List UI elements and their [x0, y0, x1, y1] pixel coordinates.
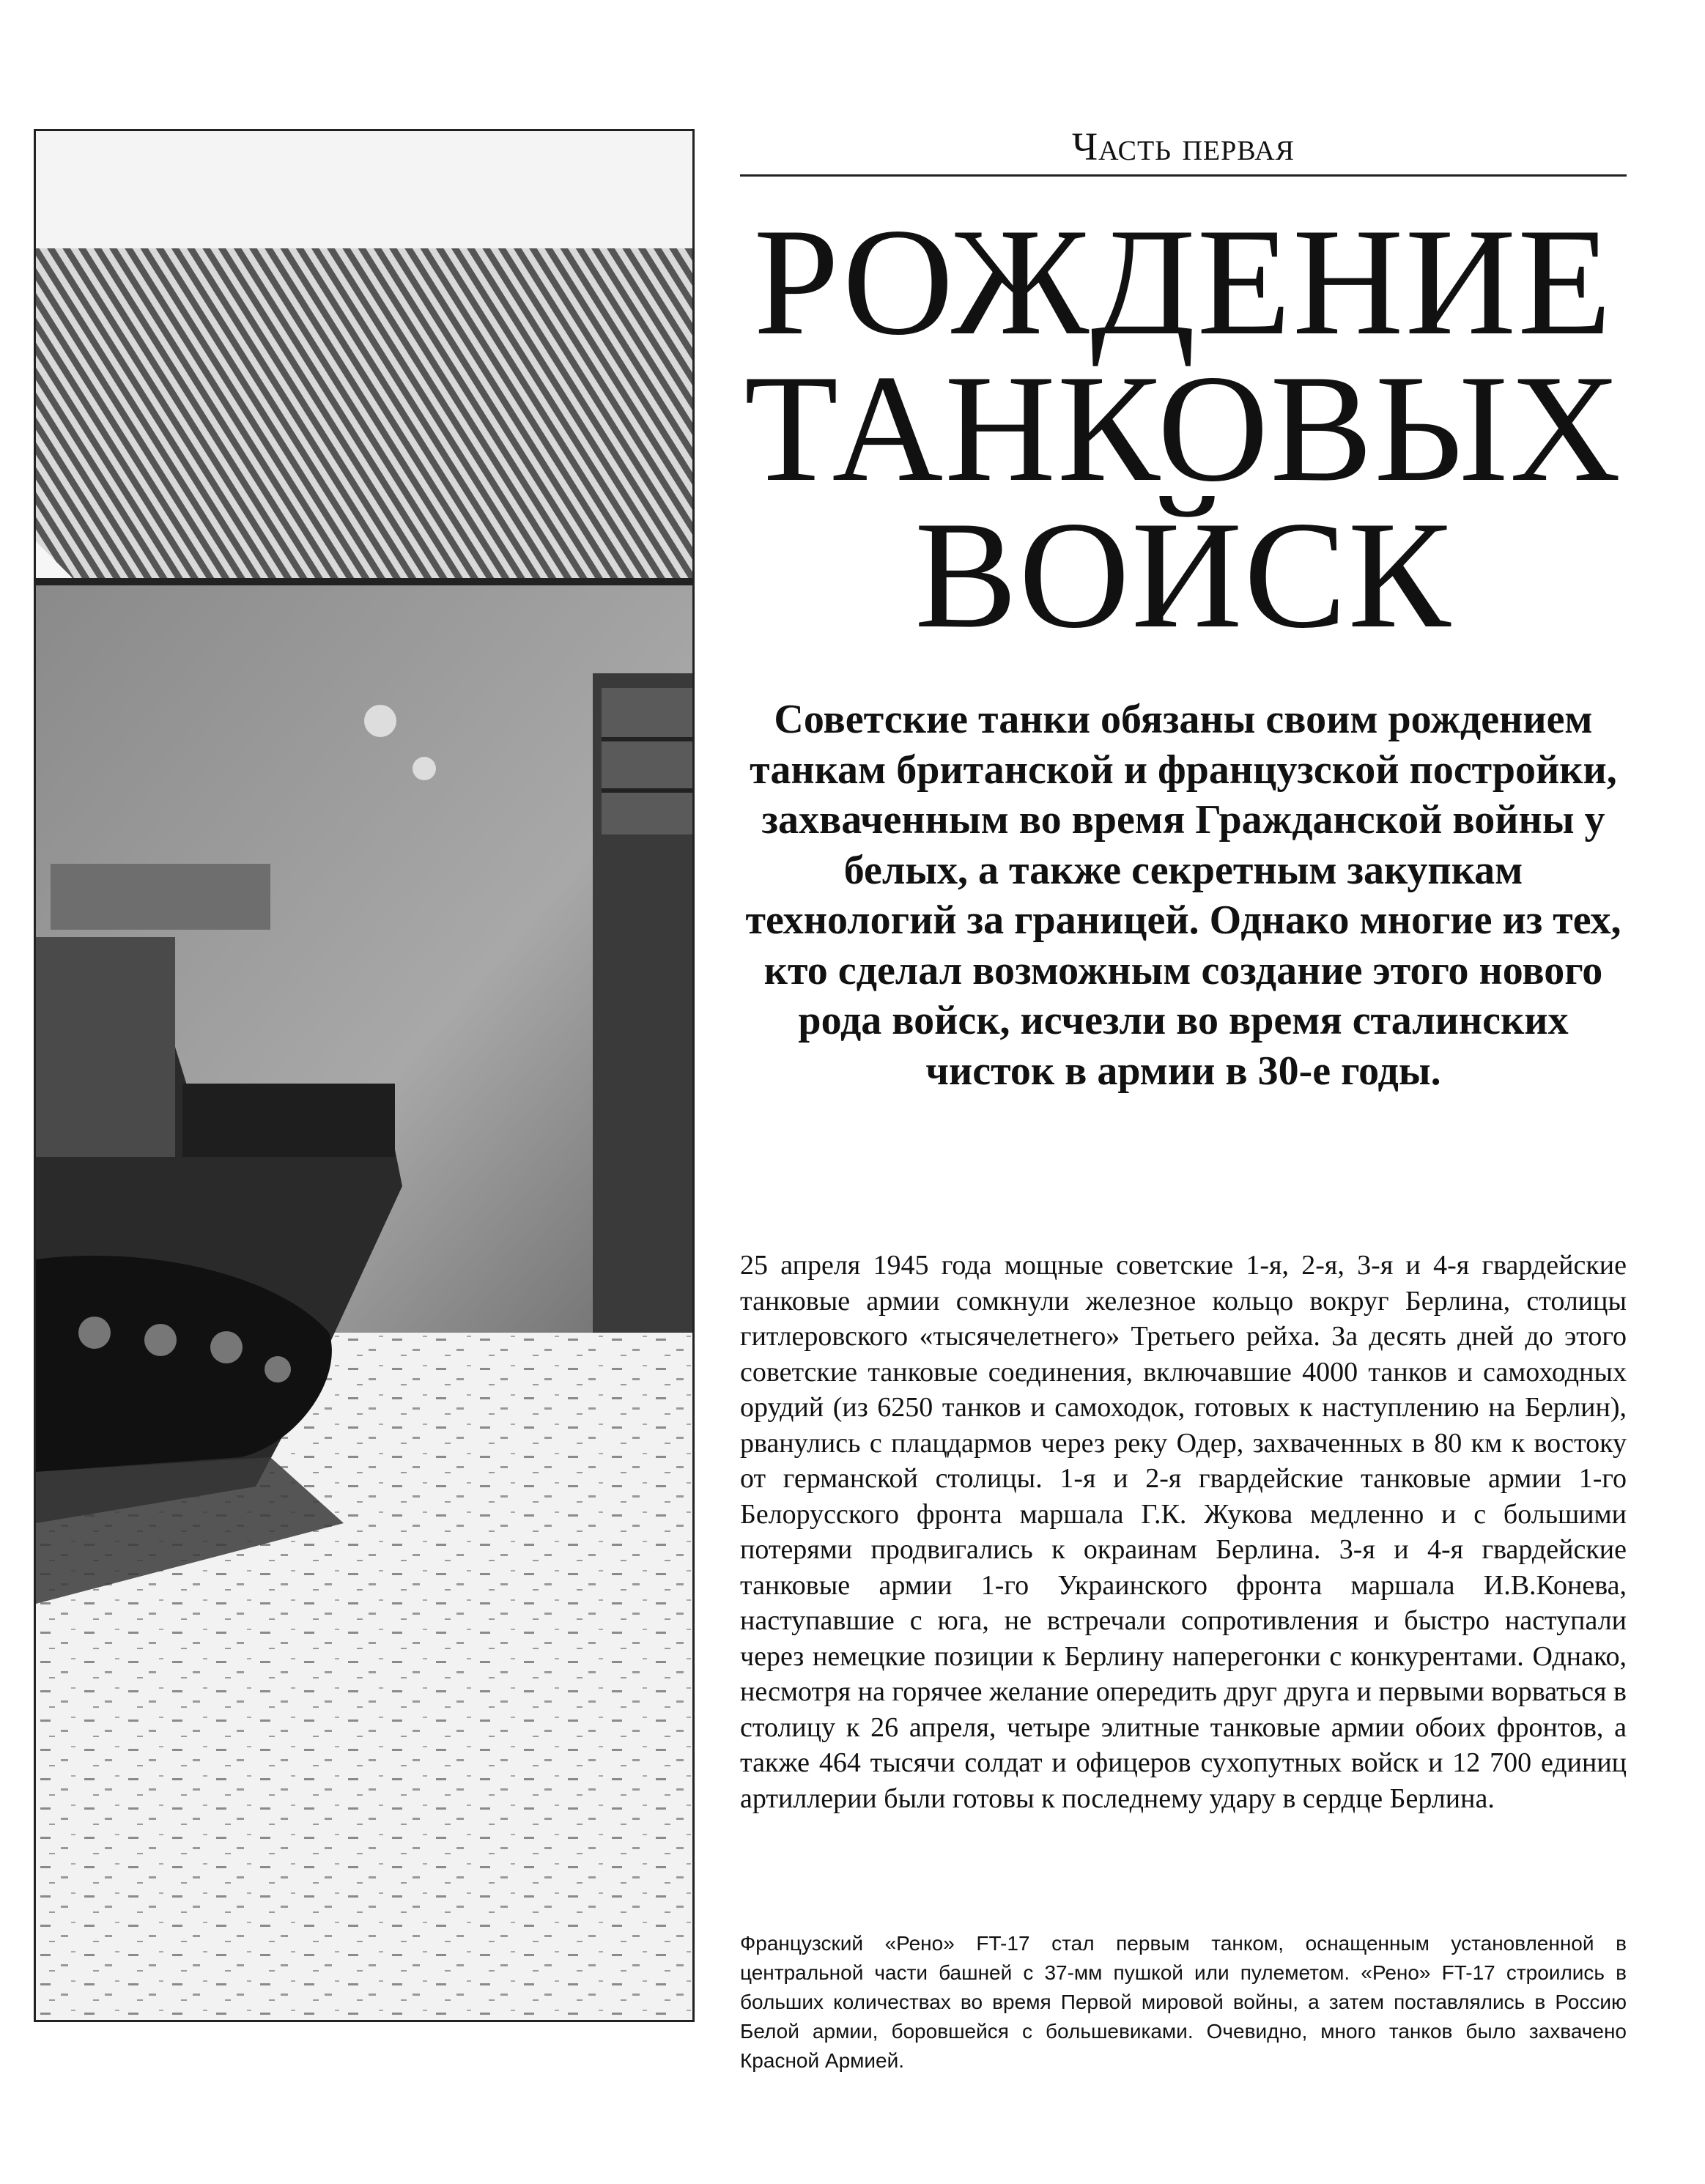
title-line-1: РОЖДЕНИЕ [753, 197, 1613, 367]
chapter-title [740, 197, 1627, 660]
section-kicker [740, 123, 1627, 177]
title-line-2: ТАНКОВЫХ [744, 344, 1623, 514]
photo-caption: Французский «Рено» FT-17 стал первым танком, оснащенным установленной в центральной части башней с 37-мм пушкой или пулеметом. «Рено» FT-17 строились в больших количествах во время Первой мировой войны, а затем поставлялись в Россию Белой армии, боровшейся с большевиками. Очевидно, много танков было захвачено Красной Армией. [740, 1932, 1627, 2072]
part-label: Часть первая [1071, 125, 1295, 169]
kicker-divider [740, 174, 1627, 177]
lead-paragraph: Советские танки обязаны своим рождением танкам британской и французской постройки, захваченным во время Гражданской войны у белых, а также секретным закупкам технологий за границей. Однако многие из тех, кто сделал возможным создание этого нового рода войск, исчезли во время сталинских чисток в армии в 30-е годы. [745, 697, 1621, 1094]
renault-ft17-photo [34, 129, 695, 2022]
photo-illustration [36, 131, 692, 2020]
title-line-3: ВОЙСК [914, 490, 1452, 660]
body-paragraph: 25 апреля 1945 года мощные советские 1-я, 2-я, 3-я и 4-я гвардейские танковые армии сомкнули железное кольцо вокруг Берлина, столицы гитлеровского «тысячелетнего» Третьего рейха. За десять дней до этого советские танковые соединения, включавшие 4000 танков и самоходных орудий (из 6250 танков и самоходок, готовых к наступлению на Берлин), рванулись с плацдармов через реку Одер, захваченных в 80 км к востоку от германской столицы. 1-я и 2-я гвардейские танковые армии 1-го Белорусского фронта маршала Г.К. Жукова медленно и с большими потерями продвигались к окраинам Берлина. 3-я и 4-я гвардейские танковые армии 1-го Украинского фронта маршала И.В.Конева, наступавшие с юга, не встречали сопротивления и быстро наступали через немецкие позиции к Берлину наперегонки с конкурентами. Однако, несмотря на горячее желание опередить друг друга и первыми ворваться в столицу к 26 апреля, четыре элитные танковые армии обоих фронтов, а также 464 тысячи солдат и офицеров сухопутных войск и 12 700 единиц артиллерии были готовы к последнему удару в сердце Берлина. [740, 1250, 1627, 1814]
